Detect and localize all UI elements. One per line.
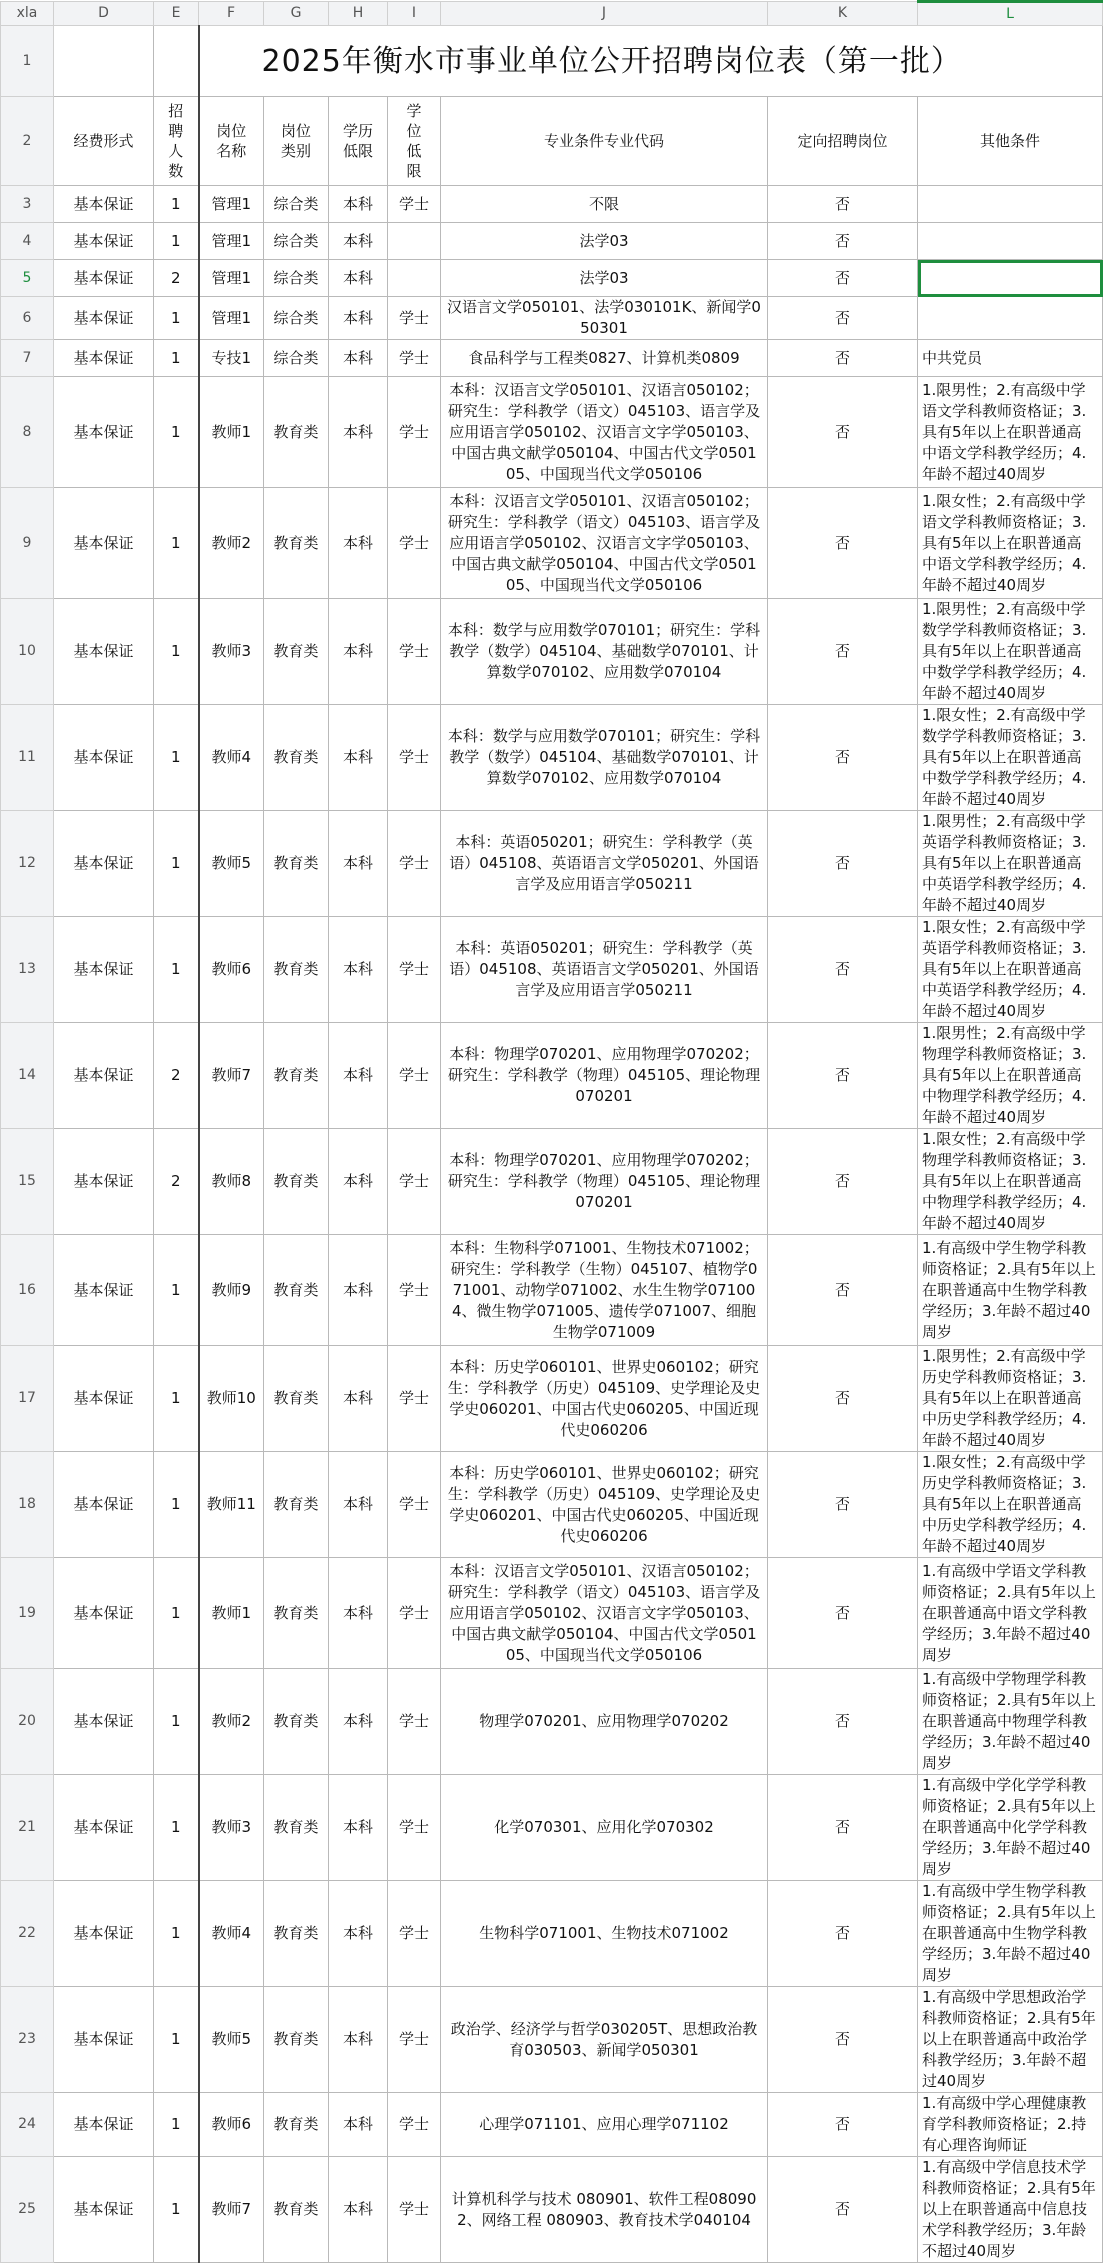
table-row (1, 1881, 1103, 1987)
cell-degree[interactable]: 学士 (388, 340, 441, 377)
row-number[interactable]: 19 (1, 1558, 54, 1669)
cell-other[interactable]: 1.限男性；2.有高级中学历史学科教师资格证；3.具有5年以上在职普通高中历史学科教学经历；4.年龄不超过40周岁 (918, 1346, 1103, 1452)
cell-category[interactable]: 教育类 (264, 1346, 329, 1452)
header-other[interactable]: 其他条件 (918, 97, 1103, 186)
cell-education[interactable]: 本科 (329, 1129, 388, 1235)
cell-position[interactable]: 管理1 (199, 186, 264, 223)
row-number[interactable]: 17 (1, 1346, 54, 1452)
cell-category[interactable]: 教育类 (264, 1775, 329, 1881)
cell-other[interactable] (918, 186, 1103, 223)
cell-degree[interactable]: 学士 (388, 1987, 441, 2093)
table-row (1, 1558, 1103, 1669)
column-header-E[interactable]: E (154, 2, 199, 26)
cell-education[interactable]: 本科 (329, 340, 388, 377)
cell-education[interactable]: 本科 (329, 917, 388, 1023)
cell-major[interactable]: 政治学、经济学与哲学030205T、思想政治教育030503、新闻学050301 (441, 1987, 768, 2093)
cell-count[interactable]: 2 (154, 1129, 199, 1235)
table-row (1, 705, 1103, 811)
cell-degree[interactable]: 学士 (388, 186, 441, 223)
cell-other[interactable]: 1.有高级中学语文学科教师资格证；2.具有5年以上在职普通高中语文学科教学经历；3.年龄不超过40周岁 (918, 1558, 1103, 1669)
cell-major[interactable]: 汉语言文学050101、法学030101K、新闻学050301 (441, 297, 768, 340)
header-major[interactable]: 专业条件专业代码 (441, 97, 768, 186)
cell-major[interactable]: 法学03 (441, 260, 768, 297)
cell-major[interactable]: 本科：物理学070201、应用物理学070202；研究生：学科教学（物理）045105、理论物理070201 (441, 1129, 768, 1235)
cell-other[interactable]: 1.限男性；2.有高级中学语文学科教师资格证；3.具有5年以上在职普通高中语文学科教学经历；4.年龄不超过40周岁 (918, 377, 1103, 488)
cell-education[interactable]: 本科 (329, 2093, 388, 2157)
row-number[interactable]: 14 (1, 1023, 54, 1129)
cell-category[interactable]: 教育类 (264, 1023, 329, 1129)
cell-education[interactable]: 本科 (329, 488, 388, 599)
table-row (1, 377, 1103, 488)
cell-position[interactable]: 教师9 (199, 1235, 264, 1346)
cell-position[interactable]: 管理1 (199, 260, 264, 297)
column-header-row (1, 2, 1103, 26)
cell-degree[interactable] (388, 223, 441, 260)
cell-directed[interactable]: 否 (768, 1023, 918, 1129)
cell-count[interactable]: 1 (154, 377, 199, 488)
row-number[interactable]: 8 (1, 377, 54, 488)
row-number[interactable]: 25 (1, 2157, 54, 2263)
cell-major[interactable]: 本科：生物科学071001、生物技术071002；研究生：学科教学（生物）045107、植物学071001、动物学071002、水生生物学071004、微生物学071005、遗传学071007、细胞生物学071009 (441, 1235, 768, 1346)
cell-education[interactable]: 本科 (329, 186, 388, 223)
row-number[interactable]: 5 (1, 260, 54, 297)
cell-count[interactable]: 1 (154, 1558, 199, 1669)
cell-directed[interactable]: 否 (768, 1881, 918, 1987)
cell-category[interactable]: 教育类 (264, 811, 329, 917)
cell-education[interactable]: 本科 (329, 1023, 388, 1129)
cell-degree[interactable]: 学士 (388, 917, 441, 1023)
cell-major[interactable]: 不限 (441, 186, 768, 223)
cell-degree[interactable]: 学士 (388, 2157, 441, 2263)
cell-count[interactable]: 1 (154, 340, 199, 377)
cell-category[interactable]: 综合类 (264, 340, 329, 377)
row-number[interactable]: 16 (1, 1235, 54, 1346)
cell-directed[interactable]: 否 (768, 2093, 918, 2157)
cell-directed[interactable]: 否 (768, 1987, 918, 2093)
select-all-corner[interactable]: xla (1, 2, 54, 26)
table-row (1, 1235, 1103, 1346)
table-row (1, 340, 1103, 377)
cell-degree[interactable]: 学士 (388, 1881, 441, 1987)
header-funding[interactable]: 经费形式 (54, 97, 154, 186)
cell-count[interactable]: 1 (154, 1987, 199, 2093)
row-number[interactable]: 22 (1, 1881, 54, 1987)
cell-category[interactable]: 教育类 (264, 1558, 329, 1669)
cell-position[interactable]: 教师7 (199, 1023, 264, 1129)
table-row (1, 1669, 1103, 1775)
column-header-I[interactable]: I (388, 2, 441, 26)
row-number[interactable]: 18 (1, 1452, 54, 1558)
cell-degree[interactable]: 学士 (388, 377, 441, 488)
cell-education[interactable]: 本科 (329, 377, 388, 488)
cell-category[interactable]: 综合类 (264, 297, 329, 340)
cell-category[interactable]: 教育类 (264, 917, 329, 1023)
table-row (1, 1023, 1103, 1129)
cell-funding[interactable]: 基本保证 (54, 1881, 154, 1987)
cell-degree[interactable]: 学士 (388, 811, 441, 917)
cell-other[interactable]: 1.限女性；2.有高级中学英语学科教师资格证；3.具有5年以上在职普通高中英语学科教学经历；4.年龄不超过40周岁 (918, 917, 1103, 1023)
cell-education[interactable]: 本科 (329, 1881, 388, 1987)
row-number[interactable]: 24 (1, 2093, 54, 2157)
cell-count[interactable]: 1 (154, 1452, 199, 1558)
cell-major[interactable]: 本科：英语050201；研究生：学科教学（英语）045108、英语语言文学050201、外国语言学及应用语言学050211 (441, 917, 768, 1023)
table-row (1, 223, 1103, 260)
cell-count[interactable]: 1 (154, 297, 199, 340)
cell-blank[interactable] (54, 26, 154, 97)
row-number[interactable]: 11 (1, 705, 54, 811)
cell-funding[interactable]: 基本保证 (54, 1669, 154, 1775)
cell-other[interactable] (918, 260, 1103, 297)
cell-funding[interactable]: 基本保证 (54, 1023, 154, 1129)
header-count[interactable]: 招聘人数 (154, 97, 199, 186)
cell-education[interactable]: 本科 (329, 1235, 388, 1346)
cell-funding[interactable]: 基本保证 (54, 2157, 154, 2263)
cell-funding[interactable]: 基本保证 (54, 340, 154, 377)
cell-position[interactable]: 教师4 (199, 1881, 264, 1987)
cell-directed[interactable]: 否 (768, 917, 918, 1023)
cell-position[interactable]: 教师7 (199, 2157, 264, 2263)
cell-funding[interactable]: 基本保证 (54, 1775, 154, 1881)
cell-position[interactable]: 教师10 (199, 1346, 264, 1452)
table-row (1, 1987, 1103, 2093)
cell-position[interactable]: 教师5 (199, 1987, 264, 2093)
cell-degree[interactable]: 学士 (388, 1452, 441, 1558)
cell-category[interactable]: 教育类 (264, 2157, 329, 2263)
cell-degree[interactable]: 学士 (388, 1023, 441, 1129)
cell-position[interactable]: 管理1 (199, 223, 264, 260)
table-row (1, 599, 1103, 705)
header-education[interactable]: 学历低限 (329, 97, 388, 186)
cell-funding[interactable]: 基本保证 (54, 1987, 154, 2093)
cell-category[interactable]: 综合类 (264, 186, 329, 223)
table-row (1, 1775, 1103, 1881)
row-number[interactable]: 7 (1, 340, 54, 377)
column-header-H[interactable]: H (329, 2, 388, 26)
cell-count[interactable]: 1 (154, 1881, 199, 1987)
cell-degree[interactable]: 学士 (388, 1346, 441, 1452)
cell-position[interactable]: 教师1 (199, 377, 264, 488)
row-number[interactable]: 6 (1, 297, 54, 340)
cell-education[interactable]: 本科 (329, 811, 388, 917)
cell-major[interactable]: 食品科学与工程类0827、计算机类0809 (441, 340, 768, 377)
cell-category[interactable]: 教育类 (264, 377, 329, 488)
cell-directed[interactable]: 否 (768, 811, 918, 917)
cell-funding[interactable]: 基本保证 (54, 1129, 154, 1235)
cell-funding[interactable]: 基本保证 (54, 1558, 154, 1669)
row-number[interactable]: 15 (1, 1129, 54, 1235)
cell-position[interactable]: 管理1 (199, 297, 264, 340)
cell-directed[interactable]: 否 (768, 297, 918, 340)
row-number[interactable]: 23 (1, 1987, 54, 2093)
header-position[interactable]: 岗位名称 (199, 97, 264, 186)
cell-other[interactable]: 1.有高级中学物理学科教师资格证；2.具有5年以上在职普通高中物理学科教学经历；3.年龄不超过40周岁 (918, 1669, 1103, 1775)
cell-funding[interactable]: 基本保证 (54, 599, 154, 705)
cell-directed[interactable]: 否 (768, 1346, 918, 1452)
table-row (1, 260, 1103, 297)
cell-education[interactable]: 本科 (329, 1346, 388, 1452)
cell-directed[interactable]: 否 (768, 223, 918, 260)
cell-funding[interactable]: 基本保证 (54, 377, 154, 488)
row-number[interactable]: 20 (1, 1669, 54, 1775)
table-row (1, 488, 1103, 599)
header-row (1, 97, 1103, 186)
cell-count[interactable]: 2 (154, 1023, 199, 1129)
cell-category[interactable]: 教育类 (264, 1987, 329, 2093)
table-row (1, 917, 1103, 1023)
cell-other[interactable]: 1.限女性；2.有高级中学语文学科教师资格证；3.具有5年以上在职普通高中语文学科教学经历；4.年龄不超过40周岁 (918, 488, 1103, 599)
table-row (1, 297, 1103, 340)
cell-funding[interactable]: 基本保证 (54, 488, 154, 599)
cell-category[interactable]: 教育类 (264, 1881, 329, 1987)
cell-funding[interactable]: 基本保证 (54, 917, 154, 1023)
cell-funding[interactable]: 基本保证 (54, 223, 154, 260)
cell-funding[interactable]: 基本保证 (54, 811, 154, 917)
cell-other[interactable] (918, 297, 1103, 340)
column-header-K[interactable]: K (768, 2, 918, 26)
cell-position[interactable]: 教师3 (199, 1775, 264, 1881)
cell-funding[interactable]: 基本保证 (54, 260, 154, 297)
cell-other[interactable]: 1.有高级中学信息技术学科教师资格证；2.具有5年以上在职普通高中信息技术学科教学经历；3.年龄不超过40周岁 (918, 2157, 1103, 2263)
table-row (1, 2093, 1103, 2157)
cell-education[interactable]: 本科 (329, 2157, 388, 2263)
row-number[interactable]: 2 (1, 97, 54, 186)
table-row (1, 2157, 1103, 2263)
cell-degree[interactable]: 学士 (388, 488, 441, 599)
cell-degree[interactable]: 学士 (388, 1235, 441, 1346)
cell-directed[interactable]: 否 (768, 260, 918, 297)
cell-major[interactable]: 本科：汉语言文学050101、汉语言050102；研究生：学科教学（语文）045103、语言学及应用语言学050102、汉语言文字学050103、中国古典文献学050104、中国古代文学050105、中国现当代文学050106 (441, 377, 768, 488)
cell-education[interactable]: 本科 (329, 1452, 388, 1558)
cell-funding[interactable]: 基本保证 (54, 1346, 154, 1452)
cell-degree[interactable]: 学士 (388, 2093, 441, 2157)
cell-position[interactable]: 教师5 (199, 811, 264, 917)
cell-count[interactable]: 1 (154, 488, 199, 599)
cell-other[interactable]: 1.限男性；2.有高级中学数学学科教师资格证；3.具有5年以上在职普通高中数学学科教学经历；4.年龄不超过40周岁 (918, 599, 1103, 705)
cell-major[interactable]: 计算机科学与技术 080901、软件工程080902、网络工程 080903、教育技术学040104 (441, 2157, 768, 2263)
cell-other[interactable]: 1.有高级中学心理健康教育学科教师资格证；2.持有心理咨询师证 (918, 2093, 1103, 2157)
row-number[interactable]: 1 (1, 26, 54, 97)
cell-other[interactable]: 1.限女性；2.有高级中学数学学科教师资格证；3.具有5年以上在职普通高中数学学科教学经历；4.年龄不超过40周岁 (918, 705, 1103, 811)
cell-directed[interactable]: 否 (768, 1669, 918, 1775)
header-degree[interactable]: 学位低限 (388, 97, 441, 186)
cell-position[interactable]: 教师3 (199, 599, 264, 705)
cell-category[interactable]: 教育类 (264, 1452, 329, 1558)
cell-degree[interactable]: 学士 (388, 599, 441, 705)
cell-directed[interactable]: 否 (768, 1452, 918, 1558)
cell-position[interactable]: 专技1 (199, 340, 264, 377)
cell-other[interactable]: 1.有高级中学生物学科教师资格证；2.具有5年以上在职普通高中生物学科教学经历；3.年龄不超过40周岁 (918, 1235, 1103, 1346)
cell-other[interactable] (918, 223, 1103, 260)
cell-count[interactable]: 1 (154, 2157, 199, 2263)
cell-education[interactable]: 本科 (329, 1987, 388, 2093)
cell-count[interactable]: 1 (154, 917, 199, 1023)
cell-major[interactable]: 本科：物理学070201、应用物理学070202；研究生：学科教学（物理）045105、理论物理070201 (441, 1023, 768, 1129)
cell-major[interactable]: 物理学070201、应用物理学070202 (441, 1669, 768, 1775)
sheet-title[interactable]: 2025年衡水市事业单位公开招聘岗位表（第一批） (199, 26, 1103, 97)
cell-degree[interactable]: 学士 (388, 1129, 441, 1235)
row-number[interactable]: 3 (1, 186, 54, 223)
cell-category[interactable]: 教育类 (264, 488, 329, 599)
cell-major[interactable]: 本科：英语050201；研究生：学科教学（英语）045108、英语语言文学050201、外国语言学及应用语言学050211 (441, 811, 768, 917)
column-header-F[interactable]: F (199, 2, 264, 26)
cell-position[interactable]: 教师11 (199, 1452, 264, 1558)
cell-degree[interactable]: 学士 (388, 705, 441, 811)
cell-education[interactable]: 本科 (329, 705, 388, 811)
cell-count[interactable]: 1 (154, 1346, 199, 1452)
table-row (1, 811, 1103, 917)
cell-category[interactable]: 教育类 (264, 1129, 329, 1235)
cell-count[interactable]: 1 (154, 1669, 199, 1775)
cell-major[interactable]: 本科：历史学060101、世界史060102；研究生：学科教学（历史）045109、史学理论及史学史060201、中国古代史060205、中国近现代史060206 (441, 1346, 768, 1452)
cell-major[interactable]: 心理学071101、应用心理学071102 (441, 2093, 768, 2157)
cell-position[interactable]: 教师1 (199, 1558, 264, 1669)
row-number[interactable]: 9 (1, 488, 54, 599)
cell-degree[interactable]: 学士 (388, 1669, 441, 1775)
cell-major[interactable]: 法学03 (441, 223, 768, 260)
cell-count[interactable]: 1 (154, 186, 199, 223)
cell-directed[interactable]: 否 (768, 340, 918, 377)
cell-position[interactable]: 教师2 (199, 488, 264, 599)
cell-major[interactable]: 本科：数学与应用数学070101；研究生：学科教学（数学）045104、基础数学070101、计算数学070102、应用数学070104 (441, 705, 768, 811)
row-number[interactable]: 21 (1, 1775, 54, 1881)
cell-position[interactable]: 教师2 (199, 1669, 264, 1775)
cell-funding[interactable]: 基本保证 (54, 186, 154, 223)
cell-directed[interactable]: 否 (768, 377, 918, 488)
cell-degree[interactable]: 学士 (388, 297, 441, 340)
cell-education[interactable]: 本科 (329, 599, 388, 705)
cell-other[interactable]: 1.限男性；2.有高级中学英语学科教师资格证；3.具有5年以上在职普通高中英语学科教学经历；4.年龄不超过40周岁 (918, 811, 1103, 917)
cell-directed[interactable]: 否 (768, 705, 918, 811)
cell-education[interactable]: 本科 (329, 297, 388, 340)
cell-category[interactable]: 综合类 (264, 223, 329, 260)
cell-other[interactable]: 中共党员 (918, 340, 1103, 377)
cell-directed[interactable]: 否 (768, 1129, 918, 1235)
cell-funding[interactable]: 基本保证 (54, 297, 154, 340)
table-row (1, 186, 1103, 223)
header-directed[interactable]: 定向招聘岗位 (768, 97, 918, 186)
cell-other[interactable]: 1.有高级中学生物学科教师资格证；2.具有5年以上在职普通高中生物学科教学经历；3.年龄不超过40周岁 (918, 1881, 1103, 1987)
column-header-J[interactable]: J (441, 2, 768, 26)
cell-directed[interactable]: 否 (768, 1558, 918, 1669)
cell-education[interactable]: 本科 (329, 1558, 388, 1669)
cell-degree[interactable] (388, 260, 441, 297)
cell-position[interactable]: 教师6 (199, 917, 264, 1023)
cell-count[interactable]: 1 (154, 223, 199, 260)
cell-funding[interactable]: 基本保证 (54, 2093, 154, 2157)
cell-position[interactable]: 教师4 (199, 705, 264, 811)
cell-directed[interactable]: 否 (768, 1775, 918, 1881)
cell-other[interactable]: 1.限女性；2.有高级中学历史学科教师资格证；3.具有5年以上在职普通高中历史学科教学经历；4.年龄不超过40周岁 (918, 1452, 1103, 1558)
table-row (1, 1452, 1103, 1558)
cell-category[interactable]: 综合类 (264, 260, 329, 297)
cell-directed[interactable]: 否 (768, 488, 918, 599)
title-row (1, 26, 1103, 97)
cell-count[interactable]: 1 (154, 1775, 199, 1881)
cell-position[interactable]: 教师8 (199, 1129, 264, 1235)
column-header-D[interactable]: D (54, 2, 154, 26)
table-row (1, 1129, 1103, 1235)
cell-count[interactable]: 2 (154, 260, 199, 297)
row-number[interactable]: 4 (1, 223, 54, 260)
cell-count[interactable]: 1 (154, 811, 199, 917)
cell-degree[interactable]: 学士 (388, 1775, 441, 1881)
cell-count[interactable]: 1 (154, 2093, 199, 2157)
cell-blank[interactable] (154, 26, 199, 97)
column-header-G[interactable]: G (264, 2, 329, 26)
cell-count[interactable]: 1 (154, 1235, 199, 1346)
cell-funding[interactable]: 基本保证 (54, 1235, 154, 1346)
cell-major[interactable]: 本科：汉语言文学050101、汉语言050102；研究生：学科教学（语文）045103、语言学及应用语言学050102、汉语言文字学050103、中国古典文献学050104、中国古代文学050105、中国现当代文学050106 (441, 488, 768, 599)
cell-count[interactable]: 1 (154, 705, 199, 811)
cell-other[interactable]: 1.有高级中学化学学科教师资格证；2.具有5年以上在职普通高中化学学科教学经历；3.年龄不超过40周岁 (918, 1775, 1103, 1881)
cell-category[interactable]: 教育类 (264, 2093, 329, 2157)
cell-major[interactable]: 生物科学071001、生物技术071002 (441, 1881, 768, 1987)
cell-major[interactable]: 化学070301、应用化学070302 (441, 1775, 768, 1881)
cell-category[interactable]: 教育类 (264, 1235, 329, 1346)
cell-funding[interactable]: 基本保证 (54, 1452, 154, 1558)
cell-major[interactable]: 本科：历史学060101、世界史060102；研究生：学科教学（历史）045109、史学理论及史学史060201、中国古代史060205、中国近现代史060206 (441, 1452, 768, 1558)
table-row (1, 1346, 1103, 1452)
cell-category[interactable]: 教育类 (264, 1669, 329, 1775)
cell-degree[interactable]: 学士 (388, 1558, 441, 1669)
cell-education[interactable]: 本科 (329, 223, 388, 260)
cell-category[interactable]: 教育类 (264, 599, 329, 705)
cell-other[interactable]: 1.限男性；2.有高级中学物理学科教师资格证；3.具有5年以上在职普通高中物理学科教学经历；4.年龄不超过40周岁 (918, 1023, 1103, 1129)
cell-position[interactable]: 教师6 (199, 2093, 264, 2157)
cell-education[interactable]: 本科 (329, 260, 388, 297)
cell-other[interactable]: 1.限女性；2.有高级中学物理学科教师资格证；3.具有5年以上在职普通高中物理学科教学经历；4.年龄不超过40周岁 (918, 1129, 1103, 1235)
cell-funding[interactable]: 基本保证 (54, 705, 154, 811)
row-number[interactable]: 12 (1, 811, 54, 917)
cell-education[interactable]: 本科 (329, 1669, 388, 1775)
row-number[interactable]: 13 (1, 917, 54, 1023)
column-header-L[interactable]: L (918, 2, 1103, 26)
cell-count[interactable]: 1 (154, 599, 199, 705)
cell-major[interactable]: 本科：汉语言文学050101、汉语言050102；研究生：学科教学（语文）045103、语言学及应用语言学050102、汉语言文字学050103、中国古典文献学050104、中国古代文学050105、中国现当代文学050106 (441, 1558, 768, 1669)
cell-education[interactable]: 本科 (329, 1775, 388, 1881)
cell-directed[interactable]: 否 (768, 1235, 918, 1346)
cell-other[interactable]: 1.有高级中学思想政治学科教师资格证；2.具有5年以上在职普通高中政治学科教学经历；3.年龄不超过40周岁 (918, 1987, 1103, 2093)
cell-category[interactable]: 教育类 (264, 705, 329, 811)
header-category[interactable]: 岗位类别 (264, 97, 329, 186)
cell-directed[interactable]: 否 (768, 186, 918, 223)
row-number[interactable]: 10 (1, 599, 54, 705)
cell-major[interactable]: 本科：数学与应用数学070101；研究生：学科教学（数学）045104、基础数学070101、计算数学070102、应用数学070104 (441, 599, 768, 705)
cell-directed[interactable]: 否 (768, 599, 918, 705)
cell-directed[interactable]: 否 (768, 2157, 918, 2263)
